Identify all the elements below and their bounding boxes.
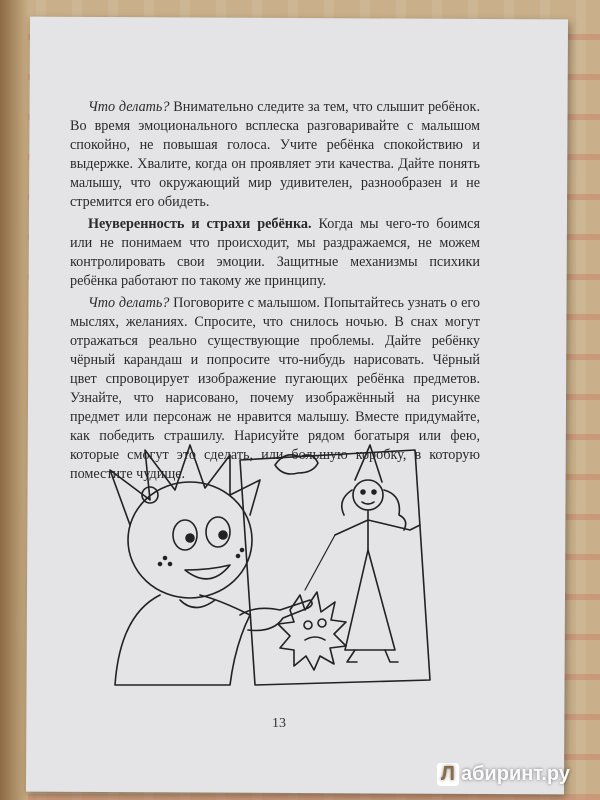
child-hair: [110, 445, 260, 525]
paragraph-2-body: Когда мы чего-то боимся или не понимаем что происходит, мы раздражаемся, не можем контролировать свои эмоции. Защитные механизмы психики ребёнка работают по такому же принципу.: [70, 216, 480, 289]
paragraph-2-lead: Неуверенность и страхи ребёнка.: [88, 216, 312, 232]
watermark-badge: Л: [437, 763, 459, 786]
paragraph-2: [70, 215, 480, 291]
child-pupil-right: [219, 531, 227, 539]
child-mouth: [185, 565, 230, 579]
paragraph-3-body: Поговорите с малышом. Попытайтесь узнать о его мыслях, желаниях. Спросите, что снилось ночью. В снах могут отражаться реально существующие проблемы. Дайте ребёнку чёрный карандаш и попросите что-нибудь нарисовать. Чёрный цвет спровоцирует изображение пугающих ребёнка предметов. Узнайте, что нарисовано, почему изображённый на рисунке предмет или персонаж не нравится малышу. Вместе придумайте, как победить страшилу. Нарисуйте рядом богатыря или фею, которые смогут это сделать, или большую коробку, в которую поместите чудище.: [70, 295, 480, 482]
child-pupil-left: [186, 534, 194, 542]
child-drawing-illustration: [90, 440, 450, 690]
page-number: 13: [272, 716, 286, 731]
child-hand-top: [275, 455, 318, 474]
child-collar: [180, 600, 215, 608]
page-text: [70, 98, 480, 487]
watermark-text: абиринт.ру: [460, 763, 570, 785]
book-spine: [0, 0, 28, 800]
paragraph-1-lead: Что делать?: [88, 99, 170, 115]
watermark: [437, 763, 570, 786]
paragraph-1: [70, 98, 480, 212]
paper-sheet: [240, 450, 430, 685]
paragraph-3-lead: Что делать?: [88, 295, 170, 311]
paragraph-1-body: Внимательно следите за тем, что слышит ребёнок. Во время эмоционального всплеска разговаривайте с малышом спокойно, не повышая голоса. Учите ребёнка спокойствию и выдержке. Хвалите, когда он проявляет эти качества. Дайте понять малышу, что окружающий мир удивителен, разнообразен и не стремится его обидеть.: [70, 99, 480, 210]
child-body: [115, 595, 250, 685]
fairy-figure: [305, 445, 420, 662]
